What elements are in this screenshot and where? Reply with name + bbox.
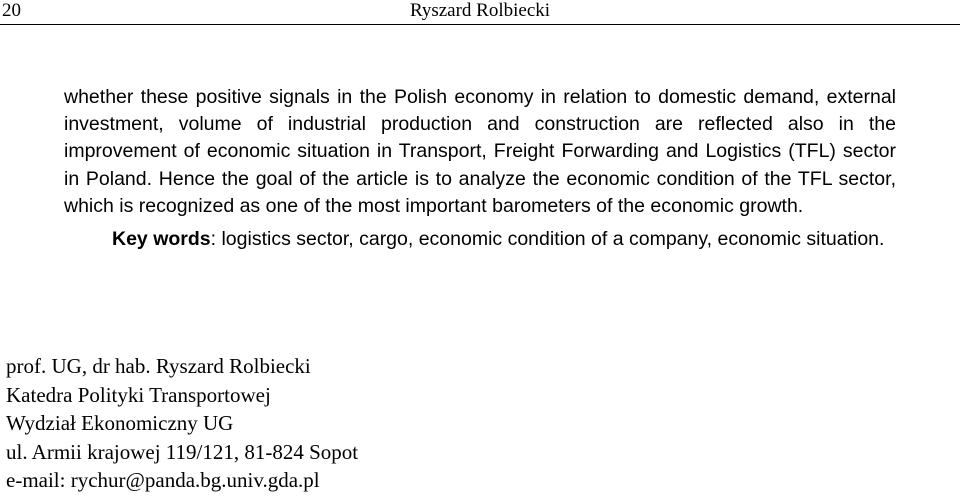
author-affiliation	[6, 352, 358, 495]
keywords-text: : logistics sector, cargo, economic condition of a company, economic situation.	[210, 228, 885, 251]
department-line: Katedra Polityki Transportowej	[6, 382, 271, 407]
running-head: Ryszard Rolbiecki	[409, 0, 551, 21]
abstract-block	[64, 84, 896, 253]
page-header	[0, 0, 960, 26]
abstract-paragraph: whether these positive signals in the Polish economy in relation to domestic demand, external investment, volume of industrial production and construction are reflected also in the improvement of economic situation in Transport, Freight Forwarding and Logistics (TFL) sector in Poland. Hence the goal of the article is to analyze the economic condition of the TFL sector, which is recognized as one of the most important barometers of the economic growth.	[64, 86, 896, 217]
header-rule	[0, 24, 960, 25]
faculty-line: Wydział Ekonomiczny UG	[6, 411, 234, 436]
address-line: ul. Armii krajowej 119/121, 81-824 Sopot	[6, 439, 359, 464]
keywords-paragraph	[64, 226, 896, 253]
author-name-line: prof. UG, dr hab. Ryszard Rolbiecki	[6, 354, 311, 378]
email-line: e-mail: rychur@panda.bg.univ.gda.pl	[6, 468, 320, 493]
keywords-label: Key words	[112, 228, 211, 251]
page-number: 20	[2, 0, 21, 21]
